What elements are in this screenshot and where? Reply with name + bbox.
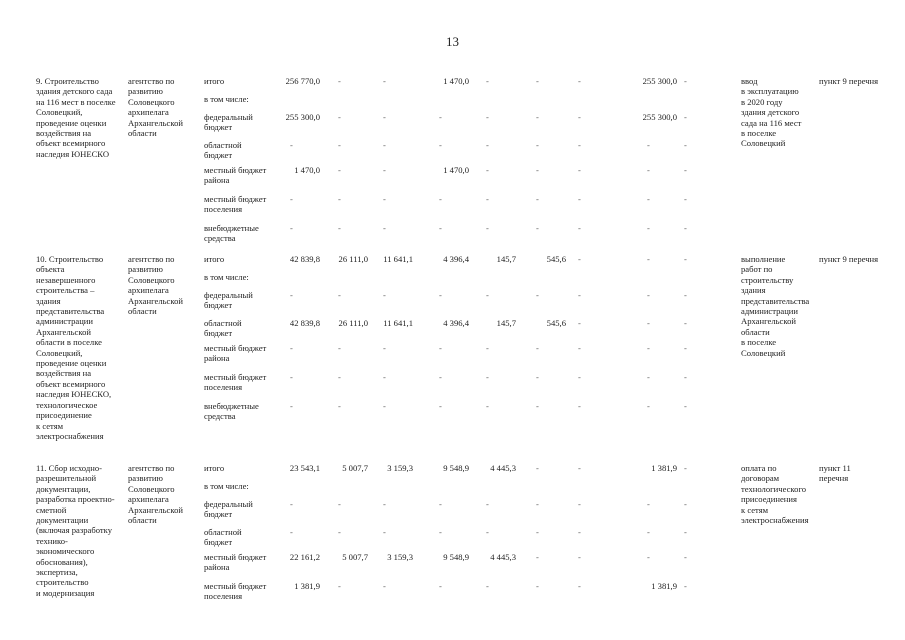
amount-cell: 42 839,8 [289,318,320,328]
empty-cell: - [338,76,341,86]
funding-source-label: в том числе: [204,272,249,282]
empty-cell: - [439,112,442,122]
expected-result: выполнение работ по строительству здания представительства администрации Архангельской области в поселке Соловецкий [741,254,810,358]
empty-cell: - [439,401,442,411]
empty-cell: - [647,343,650,353]
empty-cell: - [439,194,442,204]
empty-cell: - [578,463,581,473]
empty-cell: - [383,76,386,86]
empty-cell: - [578,140,581,150]
empty-cell: - [338,499,341,509]
funding-source-label: итого [204,463,225,473]
empty-cell: - [290,140,293,150]
amount-cell: 4 396,4 [443,254,469,264]
amount-cell: 26 111,0 [338,318,368,328]
empty-cell: - [290,499,293,509]
empty-cell: - [684,290,687,300]
empty-cell: - [684,194,687,204]
empty-cell: - [536,499,539,509]
empty-cell: - [439,527,442,537]
empty-cell: - [578,112,581,122]
empty-cell: - [684,140,687,150]
empty-cell: - [486,165,489,175]
empty-cell: - [684,552,687,562]
amount-cell: 9 548,9 [443,552,469,562]
empty-cell: - [578,165,581,175]
funding-source-label: местный бюджет района [204,343,267,364]
empty-cell: - [647,254,650,264]
empty-cell: - [536,372,539,382]
funding-source-label: областной бюджет [204,140,242,161]
empty-cell: - [338,372,341,382]
empty-cell: - [536,76,539,86]
empty-cell: - [647,401,650,411]
empty-cell: - [684,223,687,233]
empty-cell: - [647,290,650,300]
empty-cell: - [439,223,442,233]
empty-cell: - [647,140,650,150]
empty-cell: - [383,223,386,233]
empty-cell: - [578,343,581,353]
reference: пункт 9 перечня [819,76,879,86]
empty-cell: - [536,581,539,591]
empty-cell: - [383,372,386,382]
amount-cell: 1 470,0 [443,165,469,175]
empty-cell: - [383,499,386,509]
empty-cell: - [647,223,650,233]
amount-cell: 5 007,7 [342,552,368,562]
empty-cell: - [439,290,442,300]
funding-source-label: областной бюджет [204,318,242,339]
measure-name: 10. Строительство объекта незавершенного строительства – здания представительства администрации Архангельской области в поселке Соловецкий, проведение оценки воздействия на объект всемирного наследия ЮНЕСКО, технологическое присоединение к сетям электроснабжения [36,254,112,441]
funding-source-label: в том числе: [204,94,249,104]
empty-cell: - [486,527,489,537]
empty-cell: - [647,165,650,175]
empty-cell: - [536,401,539,411]
empty-cell: - [383,527,386,537]
empty-cell: - [383,581,386,591]
empty-cell: - [338,223,341,233]
empty-cell: - [684,318,687,328]
amount-cell: 3 159,3 [387,552,413,562]
executor: агентство по развитию Соловецкого архипелага Архангельской области [128,76,183,139]
empty-cell: - [684,76,687,86]
empty-cell: - [536,112,539,122]
empty-cell: - [486,223,489,233]
amount-cell: 255 300,0 [642,76,677,86]
funding-source-label: итого [204,76,225,86]
empty-cell: - [578,76,581,86]
empty-cell: - [578,223,581,233]
amount-cell: 255 300,0 [642,112,677,122]
empty-cell: - [684,527,687,537]
measure-name: 9. Строительство здания детского сада на 116 мест в поселке Соловецкий, проведение оценки воздействия на объект всемирного наследия ЮНЕСКО [36,76,116,159]
amount-cell: 11 641,1 [383,318,413,328]
empty-cell: - [383,194,386,204]
amount-cell: 22 161,2 [289,552,320,562]
empty-cell: - [578,401,581,411]
empty-cell: - [486,140,489,150]
expected-result: ввод в эксплуатацию в 2020 году здания детского сада на 116 мест в поселке Соловецкий [741,76,802,149]
page-number: 13 [446,34,459,49]
funding-source-label: местный бюджет поселения [204,194,267,215]
reference: пункт 9 перечня [819,254,879,264]
reference: пункт 11 перечня [819,463,851,484]
empty-cell: - [684,499,687,509]
empty-cell: - [647,552,650,562]
empty-cell: - [578,290,581,300]
empty-cell: - [439,372,442,382]
empty-cell: - [684,254,687,264]
empty-cell: - [536,552,539,562]
funding-source-label: областной бюджет [204,527,242,548]
amount-cell: 3 159,3 [387,463,413,473]
amount-cell: 4 445,3 [490,552,516,562]
empty-cell: - [578,372,581,382]
empty-cell: - [578,552,581,562]
amount-cell: 23 543,1 [289,463,320,473]
empty-cell: - [290,401,293,411]
amount-cell: 1 381,9 [294,581,320,591]
empty-cell: - [290,194,293,204]
funding-source-label: в том числе: [204,481,249,491]
empty-cell: - [647,527,650,537]
empty-cell: - [486,343,489,353]
empty-cell: - [536,194,539,204]
funding-source-label: итого [204,254,225,264]
funding-source-label: федеральный бюджет [204,112,253,133]
empty-cell: - [486,76,489,86]
empty-cell: - [486,581,489,591]
empty-cell: - [647,372,650,382]
empty-cell: - [383,140,386,150]
funding-source-label: местный бюджет района [204,552,267,573]
amount-cell: 256 770,0 [285,76,320,86]
expected-result: оплата по договорам технологического присоединения к сетям электроснабжения [741,463,809,526]
empty-cell: - [536,165,539,175]
empty-cell: - [383,343,386,353]
empty-cell: - [290,343,293,353]
empty-cell: - [486,112,489,122]
empty-cell: - [383,290,386,300]
amount-cell: 1 470,0 [443,76,469,86]
amount-cell: 1 470,0 [294,165,320,175]
amount-cell: 545,6 [546,318,566,328]
empty-cell: - [439,140,442,150]
empty-cell: - [383,401,386,411]
funding-source-label: местный бюджет района [204,165,267,186]
empty-cell: - [647,194,650,204]
empty-cell: - [338,165,341,175]
empty-cell: - [684,372,687,382]
empty-cell: - [684,165,687,175]
amount-cell: 255 300,0 [285,112,320,122]
empty-cell: - [338,581,341,591]
empty-cell: - [338,290,341,300]
empty-cell: - [536,527,539,537]
funding-source-label: федеральный бюджет [204,290,253,311]
empty-cell: - [439,581,442,591]
empty-cell: - [578,581,581,591]
amount-cell: 26 111,0 [338,254,368,264]
funding-source-label: местный бюджет поселения [204,372,267,393]
empty-cell: - [383,112,386,122]
funding-source-label: местный бюджет поселения [204,581,267,602]
empty-cell: - [647,499,650,509]
funding-source-label: внебюджетные средства [204,401,259,422]
executor: агентство по развитию Соловецкого архипелага Архангельской области [128,254,183,317]
amount-cell: 42 839,8 [289,254,320,264]
empty-cell: - [338,343,341,353]
amount-cell: 145,7 [496,318,516,328]
measure-name: 11. Сбор исходно- разрешительной документации, разработка проектно- сметной документации (включая разработку технико- экономического обоснования), экспертиза, строительство и модернизация [36,463,115,598]
empty-cell: - [338,140,341,150]
amount-cell: 11 641,1 [383,254,413,264]
empty-cell: - [486,401,489,411]
empty-cell: - [290,527,293,537]
funding-source-label: федеральный бюджет [204,499,253,520]
empty-cell: - [684,581,687,591]
empty-cell: - [486,372,489,382]
empty-cell: - [684,401,687,411]
empty-cell: - [684,343,687,353]
empty-cell: - [684,112,687,122]
empty-cell: - [536,290,539,300]
empty-cell: - [439,499,442,509]
amount-cell: 4 396,4 [443,318,469,328]
amount-cell: 145,7 [496,254,516,264]
empty-cell: - [536,223,539,233]
empty-cell: - [684,463,687,473]
empty-cell: - [578,194,581,204]
empty-cell: - [536,463,539,473]
empty-cell: - [338,401,341,411]
empty-cell: - [486,194,489,204]
empty-cell: - [338,527,341,537]
amount-cell: 9 548,9 [443,463,469,473]
empty-cell: - [439,343,442,353]
empty-cell: - [290,223,293,233]
empty-cell: - [536,343,539,353]
empty-cell: - [290,372,293,382]
amount-cell: 545,6 [546,254,566,264]
empty-cell: - [536,140,539,150]
empty-cell: - [578,527,581,537]
amount-cell: 4 445,3 [490,463,516,473]
empty-cell: - [647,318,650,328]
amount-cell: 1 381,9 [651,463,677,473]
amount-cell: 5 007,7 [342,463,368,473]
empty-cell: - [578,254,581,264]
funding-source-label: внебюджетные средства [204,223,259,244]
empty-cell: - [486,499,489,509]
empty-cell: - [578,318,581,328]
empty-cell: - [486,290,489,300]
empty-cell: - [338,194,341,204]
executor: агентство по развитию Соловецкого архипелага Архангельской области [128,463,183,526]
empty-cell: - [338,112,341,122]
empty-cell: - [290,290,293,300]
empty-cell: - [578,499,581,509]
amount-cell: 1 381,9 [651,581,677,591]
empty-cell: - [383,165,386,175]
